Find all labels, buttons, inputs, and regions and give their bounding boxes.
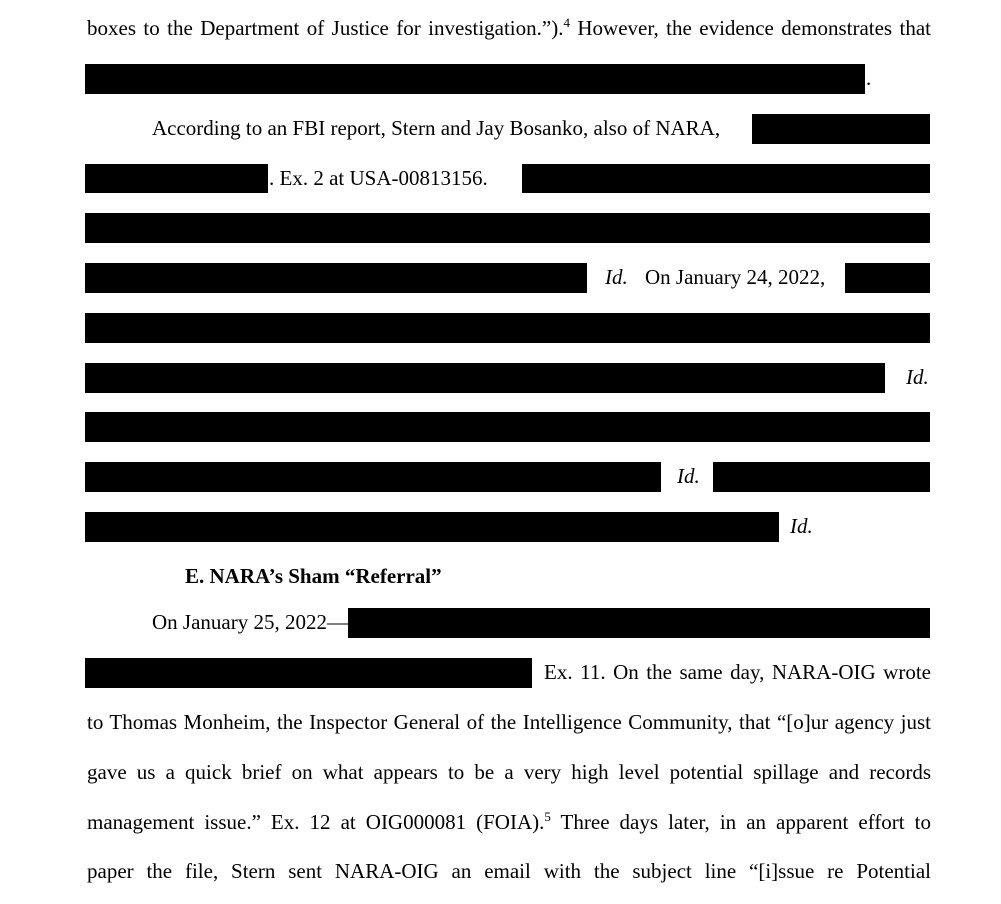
redaction-block — [348, 608, 930, 638]
citation-id: Id. — [906, 365, 929, 389]
body-text-line: On January 25, 2022— — [152, 610, 348, 634]
redaction-block — [845, 263, 930, 293]
body-text-line: management issue.” Ex. 12 at OIG000081 (FOIA).$^5$ Three days later, in an apparent effort to — [87, 809, 932, 834]
body-text-line: to Thomas Monheim, the Inspector General of the Intelligence Community, that “[o]ur agency just — [87, 710, 931, 734]
section-heading: E. NARA’s Sham “Referral” — [185, 564, 442, 588]
footnote-ref: 4 — [563, 15, 570, 30]
body-text-line: boxes to the Department of Justice for investigation.”).$^4$ However, the evidence demonstrates that — [87, 15, 931, 40]
citation-id: Id. — [677, 464, 700, 488]
redaction-block — [85, 263, 587, 293]
redaction-block — [85, 462, 661, 492]
redaction-block — [85, 213, 930, 243]
body-text-line: . — [866, 66, 872, 90]
redaction-block — [85, 64, 865, 94]
body-text-line: Ex. 11. On the same day, NARA-OIG wrote — [544, 660, 931, 684]
redaction-block — [752, 114, 930, 144]
body-text-line: gave us a quick brief on what appears to be a very high level potential spillage and records — [87, 760, 931, 784]
body-text-line: paper the file, Stern sent NARA-OIG an email with the subject line “[i]ssue re Potential — [87, 859, 931, 883]
redaction-block — [85, 658, 532, 688]
redaction-block — [713, 462, 930, 492]
redaction-block — [85, 363, 885, 393]
redaction-block — [85, 412, 930, 442]
redaction-block — [85, 164, 268, 193]
redaction-block — [522, 164, 930, 193]
redaction-block — [85, 512, 779, 542]
body-text-line: On January 24, 2022, — [645, 265, 826, 289]
body-text-line: . Ex. 2 at USA-00813156. — [269, 166, 488, 190]
citation-id: Id. — [605, 265, 628, 289]
redaction-block — [85, 313, 930, 343]
body-text-line: According to an FBI report, Stern and Jay Bosanko, also of NARA, — [152, 116, 721, 140]
footnote-ref: 5 — [544, 809, 551, 824]
citation-id: Id. — [790, 514, 813, 538]
